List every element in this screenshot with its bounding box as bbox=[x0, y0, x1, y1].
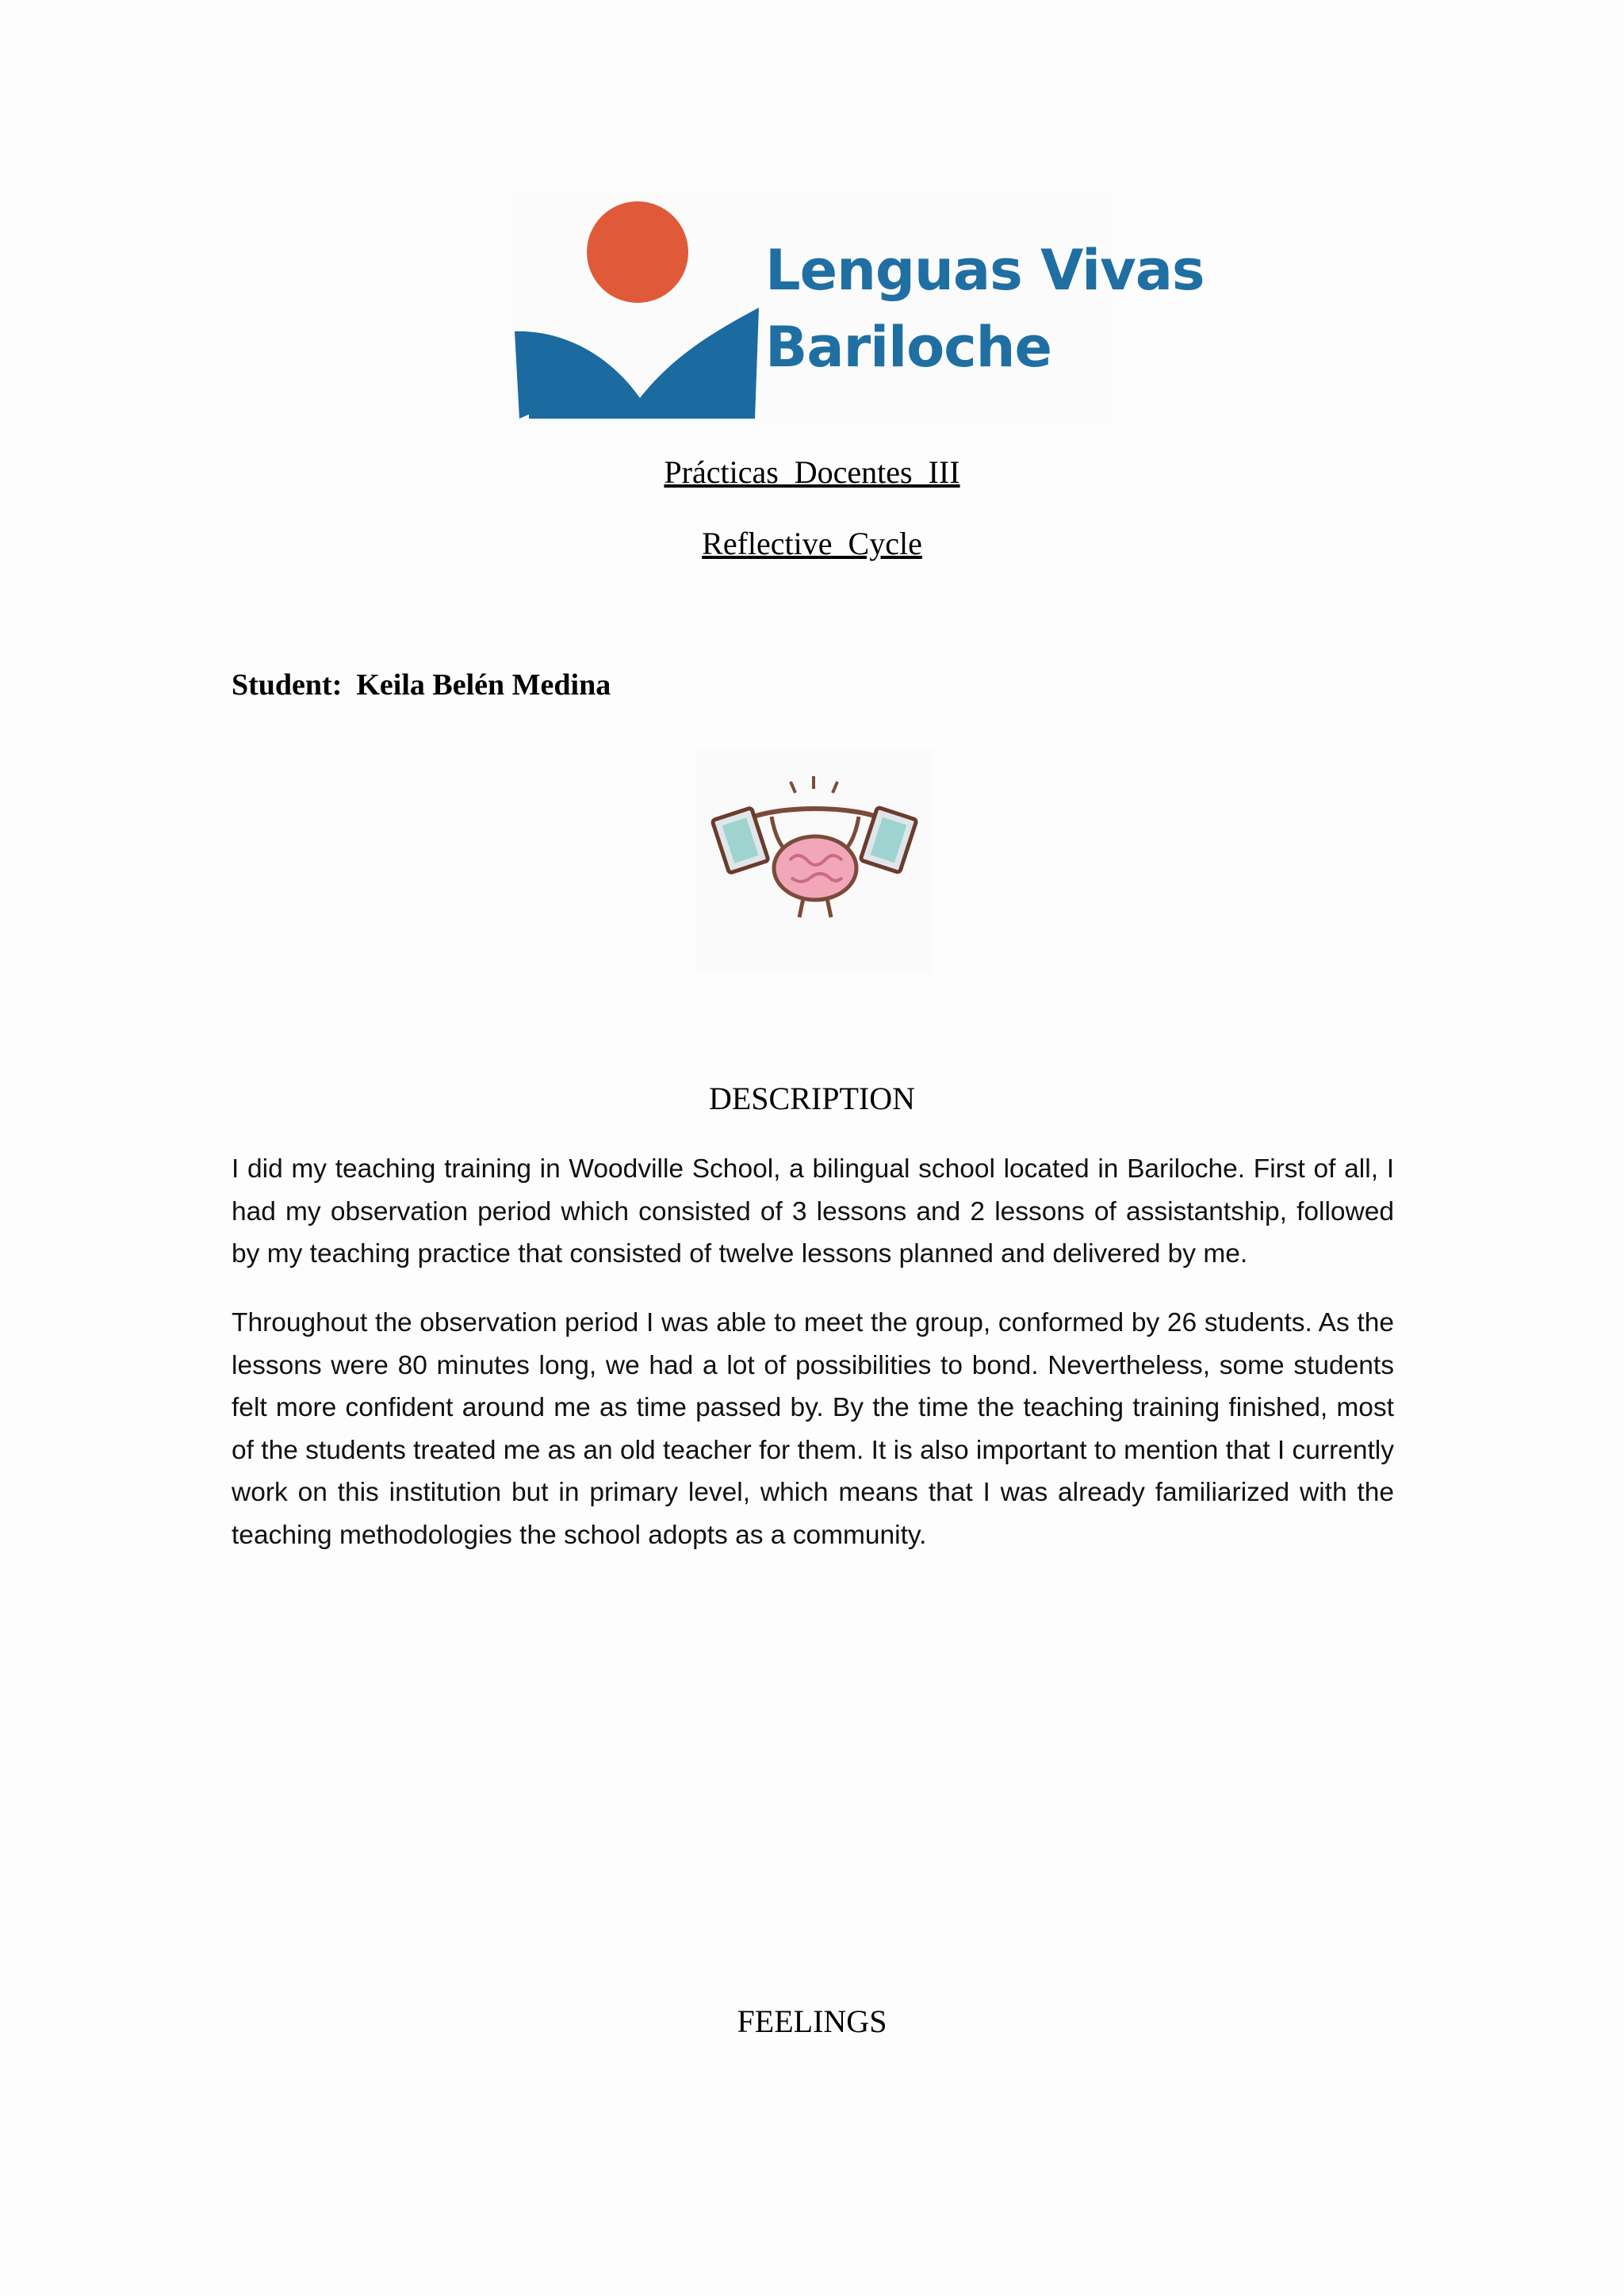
description-paragraph-1: I did my teaching training in Woodville School, a bilingual school located in Bariloche. First of all, I had my observation period which consisted of 3 lessons and 2 lessons of assistantship, followed by my teaching practice that consisted of twelve lessons planned and delivered by me. bbox=[232, 1154, 1394, 1269]
document-title: Reflective Cycle bbox=[702, 526, 922, 561]
student-line bbox=[232, 668, 611, 702]
description-heading: DESCRIPTION bbox=[708, 1081, 916, 1116]
logo-line-2: Bariloche bbox=[765, 315, 1051, 380]
logo-graphic-icon bbox=[513, 190, 1112, 424]
feelings-heading: FEELINGS bbox=[737, 2003, 887, 2039]
course-title: Prácticas Docentes III bbox=[664, 454, 960, 490]
brain-lifting-books-icon bbox=[696, 749, 933, 974]
logo-line-1: Lenguas Vivas bbox=[765, 238, 1205, 303]
institution-logo bbox=[513, 190, 1205, 424]
student-name: Keila Belén Medina bbox=[356, 668, 611, 702]
student-label: Student: bbox=[232, 668, 343, 702]
description-paragraph-2: Throughout the observation period I was able to meet the group, conformed by 26 students. As the lessons were 80 minutes long, we had a lot of possibilities to bond. Nevertheless, some students felt more confident around me as time passed by. By the time the teaching training finished, most of the students treated me as an old teacher for them. It is also important to mention that I currently work on this institution but in primary level, which means that I was already familiarized with the teaching methodologies the school adopts as a community. bbox=[232, 1308, 1394, 1550]
